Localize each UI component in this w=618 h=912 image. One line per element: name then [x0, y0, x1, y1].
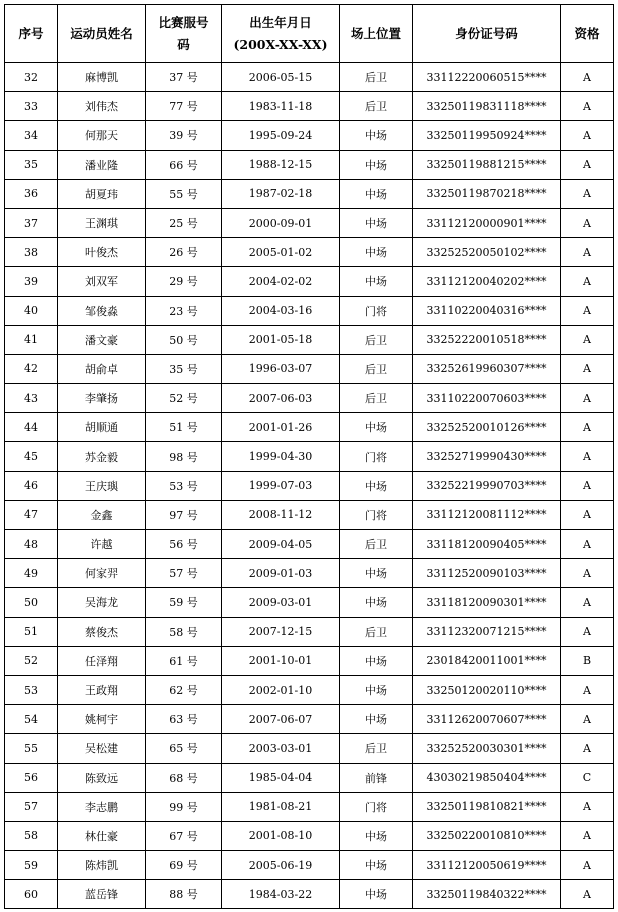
table-row [5, 471, 614, 500]
table-row [5, 384, 614, 413]
cell-birth-date: 2001-01-26 [222, 413, 340, 442]
cell-id-number: 33112120050619**** [413, 851, 561, 880]
cell-qualification: A [561, 150, 614, 179]
cell-qualification: A [561, 384, 614, 413]
cell-position: 中场 [340, 121, 413, 150]
table-row [5, 530, 614, 559]
table-row [5, 63, 614, 92]
cell-birth-date: 1981-08-21 [222, 792, 340, 821]
cell-player-name: 任泽翔 [58, 646, 146, 675]
cell-birth-date: 1985-04-04 [222, 763, 340, 792]
cell-seq: 36 [5, 179, 58, 208]
cell-position: 中场 [340, 208, 413, 237]
cell-position: 中场 [340, 238, 413, 267]
cell-qualification: A [561, 530, 614, 559]
cell-jersey-number: 66 号 [146, 150, 222, 179]
cell-qualification: A [561, 792, 614, 821]
table-row [5, 238, 614, 267]
cell-birth-date: 1988-12-15 [222, 150, 340, 179]
cell-id-number: 33252520050102**** [413, 238, 561, 267]
cell-birth-date: 1996-03-07 [222, 354, 340, 383]
cell-birth-date: 2009-03-01 [222, 588, 340, 617]
cell-seq: 53 [5, 675, 58, 704]
cell-player-name: 王渊琪 [58, 208, 146, 237]
cell-id-number: 33112320071215**** [413, 617, 561, 646]
cell-birth-date: 1999-04-30 [222, 442, 340, 471]
cell-seq: 40 [5, 296, 58, 325]
cell-jersey-number: 23 号 [146, 296, 222, 325]
cell-position: 后卫 [340, 530, 413, 559]
cell-id-number: 23018420011001**** [413, 646, 561, 675]
header-position-label: 场上位置 [350, 25, 401, 41]
cell-id-number: 33252520030301**** [413, 734, 561, 763]
cell-qualification: A [561, 238, 614, 267]
cell-birth-date: 2008-11-12 [222, 500, 340, 529]
cell-qualification: C [561, 763, 614, 792]
table-row [5, 325, 614, 354]
cell-seq: 55 [5, 734, 58, 763]
table-row [5, 150, 614, 179]
cell-player-name: 刘双军 [58, 267, 146, 296]
table-row [5, 500, 614, 529]
header-number-line2: 码 [177, 36, 190, 52]
cell-seq: 42 [5, 354, 58, 383]
roster-table [4, 4, 614, 909]
cell-qualification: A [561, 296, 614, 325]
cell-seq: 38 [5, 238, 58, 267]
cell-id-number: 33250119950924**** [413, 121, 561, 150]
cell-player-name: 胡夏玮 [58, 179, 146, 208]
table-row [5, 413, 614, 442]
cell-id-number: 33250119831118**** [413, 92, 561, 121]
cell-seq: 39 [5, 267, 58, 296]
table-row [5, 763, 614, 792]
cell-position: 中场 [340, 705, 413, 734]
cell-jersey-number: 99 号 [146, 792, 222, 821]
cell-player-name: 姚柯宇 [58, 705, 146, 734]
cell-id-number: 33252619960307**** [413, 354, 561, 383]
cell-qualification: A [561, 880, 614, 909]
cell-qualification: A [561, 471, 614, 500]
table-row [5, 92, 614, 121]
cell-seq: 58 [5, 821, 58, 850]
cell-jersey-number: 51 号 [146, 413, 222, 442]
cell-seq: 50 [5, 588, 58, 617]
cell-jersey-number: 61 号 [146, 646, 222, 675]
cell-jersey-number: 55 号 [146, 179, 222, 208]
cell-birth-date: 1999-07-03 [222, 471, 340, 500]
cell-id-number: 33250119870218**** [413, 179, 561, 208]
cell-jersey-number: 98 号 [146, 442, 222, 471]
cell-position: 中场 [340, 267, 413, 296]
cell-id-number: 33250119840322**** [413, 880, 561, 909]
cell-id-number: 33110220070603**** [413, 384, 561, 413]
cell-qualification: A [561, 208, 614, 237]
cell-birth-date: 2004-02-02 [222, 267, 340, 296]
header-dob [222, 5, 340, 63]
cell-birth-date: 2007-06-07 [222, 705, 340, 734]
cell-id-number: 33250220010810**** [413, 821, 561, 850]
cell-position: 中场 [340, 413, 413, 442]
cell-position: 后卫 [340, 617, 413, 646]
cell-id-number: 33118120090405**** [413, 530, 561, 559]
cell-qualification: B [561, 646, 614, 675]
table-row [5, 675, 614, 704]
cell-id-number: 33252220010518**** [413, 325, 561, 354]
cell-position: 门将 [340, 296, 413, 325]
cell-seq: 47 [5, 500, 58, 529]
cell-player-name: 潘文豪 [58, 325, 146, 354]
cell-player-name: 胡俞卓 [58, 354, 146, 383]
cell-seq: 59 [5, 851, 58, 880]
header-seq-label: 序号 [18, 25, 44, 41]
table-row [5, 296, 614, 325]
cell-position: 门将 [340, 442, 413, 471]
cell-player-name: 胡顺通 [58, 413, 146, 442]
cell-player-name: 林仕豪 [58, 821, 146, 850]
cell-player-name: 潘业隆 [58, 150, 146, 179]
cell-birth-date: 2001-08-10 [222, 821, 340, 850]
cell-position: 后卫 [340, 325, 413, 354]
cell-qualification: A [561, 500, 614, 529]
cell-birth-date: 1987-02-18 [222, 179, 340, 208]
cell-player-name: 吴松建 [58, 734, 146, 763]
cell-position: 中场 [340, 821, 413, 850]
cell-jersey-number: 52 号 [146, 384, 222, 413]
cell-seq: 60 [5, 880, 58, 909]
cell-player-name: 蔡俊杰 [58, 617, 146, 646]
roster-body [5, 63, 614, 909]
cell-position: 前锋 [340, 763, 413, 792]
cell-jersey-number: 88 号 [146, 880, 222, 909]
cell-jersey-number: 37 号 [146, 63, 222, 92]
cell-seq: 35 [5, 150, 58, 179]
cell-jersey-number: 56 号 [146, 530, 222, 559]
cell-player-name: 王政翔 [58, 675, 146, 704]
cell-player-name: 何家羿 [58, 559, 146, 588]
cell-seq: 33 [5, 92, 58, 121]
cell-id-number: 33250120020110**** [413, 675, 561, 704]
cell-id-number: 33112120081112**** [413, 500, 561, 529]
table-row [5, 559, 614, 588]
cell-jersey-number: 97 号 [146, 500, 222, 529]
table-row [5, 267, 614, 296]
cell-player-name: 麻博凯 [58, 63, 146, 92]
cell-id-number: 33112520090103**** [413, 559, 561, 588]
cell-player-name: 苏金毅 [58, 442, 146, 471]
cell-jersey-number: 26 号 [146, 238, 222, 267]
cell-player-name: 王庆璵 [58, 471, 146, 500]
cell-seq: 49 [5, 559, 58, 588]
cell-jersey-number: 53 号 [146, 471, 222, 500]
cell-position: 中场 [340, 646, 413, 675]
cell-seq: 34 [5, 121, 58, 150]
table-row [5, 588, 614, 617]
cell-player-name: 邹俊淼 [58, 296, 146, 325]
cell-birth-date: 2007-12-15 [222, 617, 340, 646]
table-row [5, 179, 614, 208]
table-row [5, 705, 614, 734]
cell-position: 中场 [340, 150, 413, 179]
cell-qualification: A [561, 705, 614, 734]
cell-jersey-number: 77 号 [146, 92, 222, 121]
cell-player-name: 叶俊杰 [58, 238, 146, 267]
table-row [5, 734, 614, 763]
cell-jersey-number: 50 号 [146, 325, 222, 354]
table-row [5, 121, 614, 150]
cell-qualification: A [561, 325, 614, 354]
cell-birth-date: 2001-05-18 [222, 325, 340, 354]
cell-id-number: 33252219990703**** [413, 471, 561, 500]
cell-qualification: A [561, 851, 614, 880]
cell-id-number: 33112120000901**** [413, 208, 561, 237]
header-qual-label: 资格 [574, 25, 600, 41]
cell-seq: 44 [5, 413, 58, 442]
cell-qualification: A [561, 121, 614, 150]
cell-qualification: A [561, 734, 614, 763]
cell-player-name: 陈致远 [58, 763, 146, 792]
cell-player-name: 何那天 [58, 121, 146, 150]
cell-jersey-number: 29 号 [146, 267, 222, 296]
cell-qualification: A [561, 559, 614, 588]
table-row [5, 821, 614, 850]
header-name-label: 运动员姓名 [70, 25, 133, 41]
cell-id-number: 33112220060515**** [413, 63, 561, 92]
cell-position: 中场 [340, 559, 413, 588]
cell-qualification: A [561, 442, 614, 471]
table-row [5, 880, 614, 909]
table-row [5, 851, 614, 880]
header-dob-line2: (200X-XX-XX) [233, 36, 328, 52]
cell-position: 中场 [340, 880, 413, 909]
cell-position: 后卫 [340, 92, 413, 121]
cell-jersey-number: 68 号 [146, 763, 222, 792]
cell-jersey-number: 25 号 [146, 208, 222, 237]
cell-position: 后卫 [340, 384, 413, 413]
table-row [5, 354, 614, 383]
table-header-row [5, 5, 614, 63]
cell-jersey-number: 69 号 [146, 851, 222, 880]
cell-jersey-number: 63 号 [146, 705, 222, 734]
cell-jersey-number: 67 号 [146, 821, 222, 850]
cell-player-name: 李志鹏 [58, 792, 146, 821]
cell-qualification: A [561, 413, 614, 442]
cell-qualification: A [561, 588, 614, 617]
cell-seq: 54 [5, 705, 58, 734]
header-number [146, 5, 222, 63]
cell-seq: 45 [5, 442, 58, 471]
cell-jersey-number: 57 号 [146, 559, 222, 588]
cell-jersey-number: 62 号 [146, 675, 222, 704]
header-id [413, 5, 561, 63]
cell-id-number: 33112620070607**** [413, 705, 561, 734]
header-qual [561, 5, 614, 63]
header-name [58, 5, 146, 63]
table-row [5, 617, 614, 646]
cell-birth-date: 2006-05-15 [222, 63, 340, 92]
cell-jersey-number: 59 号 [146, 588, 222, 617]
cell-jersey-number: 58 号 [146, 617, 222, 646]
table-row [5, 208, 614, 237]
cell-seq: 48 [5, 530, 58, 559]
cell-jersey-number: 39 号 [146, 121, 222, 150]
cell-seq: 32 [5, 63, 58, 92]
cell-id-number: 33252719990430**** [413, 442, 561, 471]
cell-player-name: 陈炜凯 [58, 851, 146, 880]
cell-qualification: A [561, 179, 614, 208]
cell-jersey-number: 35 号 [146, 354, 222, 383]
header-seq [5, 5, 58, 63]
cell-id-number: 33110220040316**** [413, 296, 561, 325]
cell-birth-date: 2002-01-10 [222, 675, 340, 704]
cell-seq: 37 [5, 208, 58, 237]
header-number-line1: 比赛服号 [158, 14, 209, 30]
table-row [5, 442, 614, 471]
cell-player-name: 刘伟杰 [58, 92, 146, 121]
cell-qualification: A [561, 617, 614, 646]
cell-seq: 43 [5, 384, 58, 413]
cell-birth-date: 2009-04-05 [222, 530, 340, 559]
cell-position: 后卫 [340, 734, 413, 763]
cell-id-number: 33112120040202**** [413, 267, 561, 296]
cell-birth-date: 1984-03-22 [222, 880, 340, 909]
cell-player-name: 蓝岳锋 [58, 880, 146, 909]
table-row [5, 646, 614, 675]
cell-jersey-number: 65 号 [146, 734, 222, 763]
roster-document [4, 4, 613, 909]
cell-position: 门将 [340, 500, 413, 529]
cell-birth-date: 2000-09-01 [222, 208, 340, 237]
cell-birth-date: 2005-06-19 [222, 851, 340, 880]
cell-qualification: A [561, 267, 614, 296]
cell-position: 中场 [340, 471, 413, 500]
cell-player-name: 吴海龙 [58, 588, 146, 617]
cell-qualification: A [561, 821, 614, 850]
header-dob-line1: 出生年月日 [249, 14, 312, 30]
cell-birth-date: 2007-06-03 [222, 384, 340, 413]
cell-qualification: A [561, 92, 614, 121]
cell-seq: 41 [5, 325, 58, 354]
cell-seq: 51 [5, 617, 58, 646]
cell-position: 中场 [340, 588, 413, 617]
cell-position: 后卫 [340, 354, 413, 383]
cell-id-number: 43030219850404**** [413, 763, 561, 792]
cell-seq: 57 [5, 792, 58, 821]
cell-birth-date: 2005-01-02 [222, 238, 340, 267]
cell-position: 后卫 [340, 63, 413, 92]
cell-birth-date: 2003-03-01 [222, 734, 340, 763]
cell-player-name: 李肇扬 [58, 384, 146, 413]
cell-seq: 52 [5, 646, 58, 675]
cell-player-name: 金鑫 [58, 500, 146, 529]
cell-qualification: A [561, 354, 614, 383]
cell-id-number: 33250119881215**** [413, 150, 561, 179]
cell-birth-date: 1983-11-18 [222, 92, 340, 121]
table-row [5, 792, 614, 821]
cell-position: 中场 [340, 179, 413, 208]
cell-seq: 46 [5, 471, 58, 500]
cell-qualification: A [561, 675, 614, 704]
header-id-label: 身份证号码 [455, 25, 518, 41]
cell-position: 中场 [340, 851, 413, 880]
cell-birth-date: 2009-01-03 [222, 559, 340, 588]
cell-qualification: A [561, 63, 614, 92]
cell-seq: 56 [5, 763, 58, 792]
cell-birth-date: 2004-03-16 [222, 296, 340, 325]
cell-position: 门将 [340, 792, 413, 821]
header-position [340, 5, 413, 63]
cell-birth-date: 2001-10-01 [222, 646, 340, 675]
cell-id-number: 33118120090301**** [413, 588, 561, 617]
cell-position: 中场 [340, 675, 413, 704]
cell-id-number: 33250119810821**** [413, 792, 561, 821]
cell-player-name: 许越 [58, 530, 146, 559]
cell-id-number: 33252520010126**** [413, 413, 561, 442]
cell-birth-date: 1995-09-24 [222, 121, 340, 150]
